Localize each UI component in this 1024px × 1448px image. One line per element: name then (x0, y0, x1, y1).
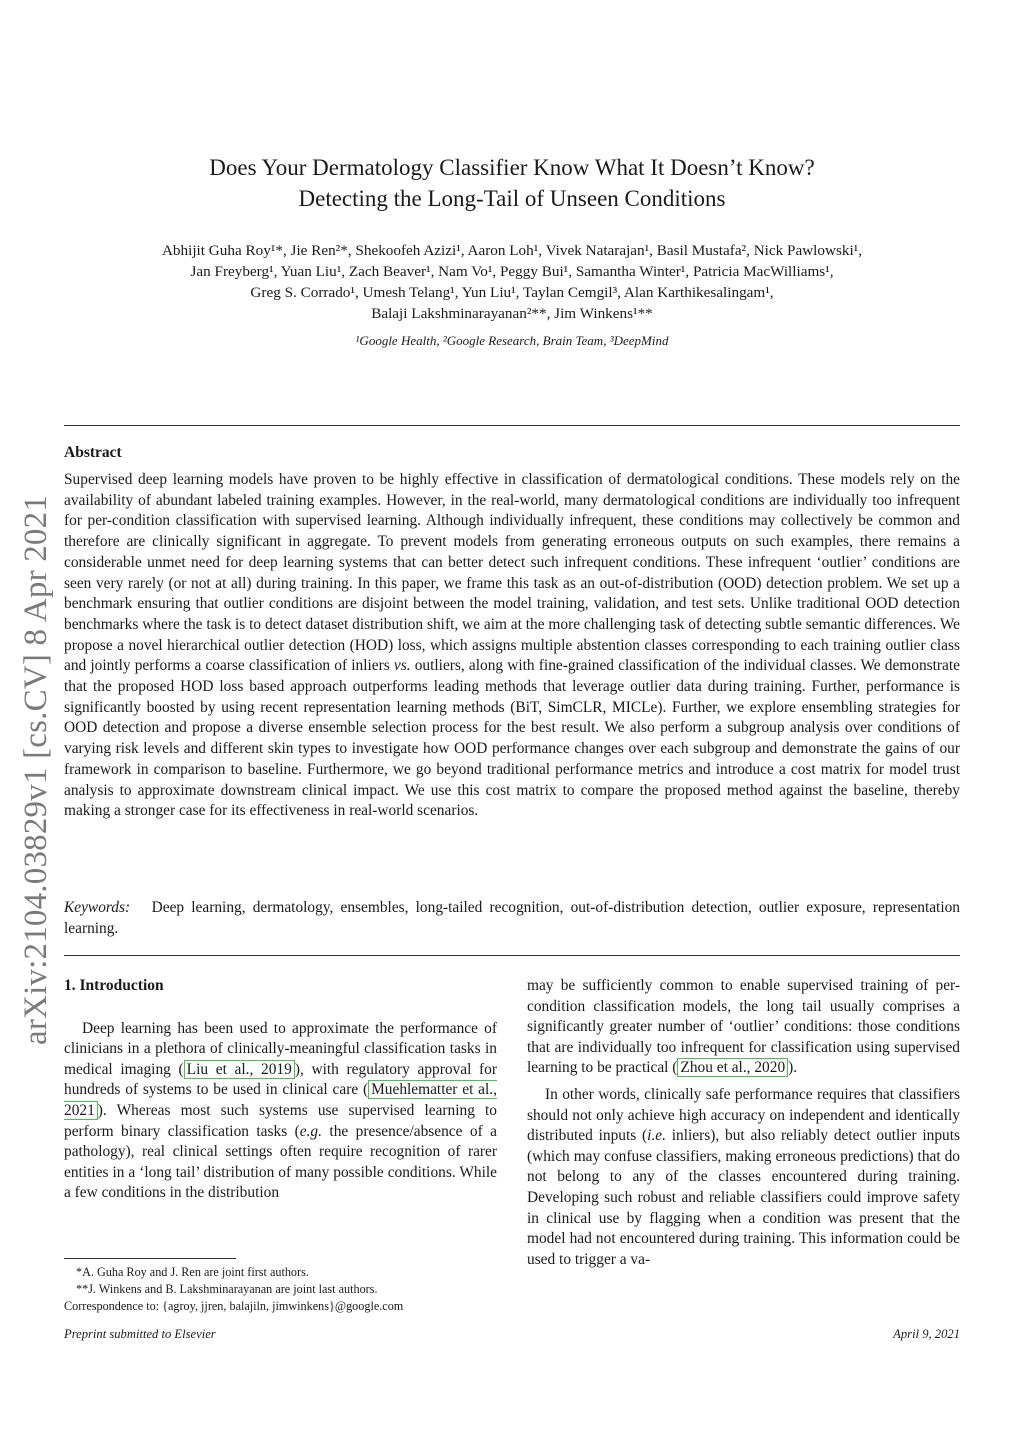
intro-text: may be sufficiently common to enable supervised training of per-condition classification models, the long tail usually comprises a significantly greater number of ‘outlier’ conditions: those conditions that are individually too infrequent for classification using supervised learning to be practical ( (527, 977, 960, 1077)
keywords (64, 898, 960, 939)
abstract-bottom-rule (64, 955, 960, 956)
footnote-rule (64, 1258, 236, 1259)
intro-text: the presence/absence of a pathology), real clinical settings often require recognition of rarer entities in a ‘long tail’ distribution of many possible conditions. While a few conditions in the distribution (64, 1122, 497, 1202)
author-line-3: Greg S. Corrado¹, Umesh Telang¹, Yun Liu¹, Taylan Cemgil³, Alan Karthikesalingam¹, (250, 284, 774, 301)
abstract-text-part-1: Supervised deep learning models have proven to be highly effective in classification of dermatological conditions. These models rely on the availability of abundant labeled training examples. However, in the real-world, many dermatological conditions are individually too infrequent for per-condition classification with supervised learning. Although individually infrequent, these conditions may collectively be common and therefore are clinically significant in aggregate. To prevent models from generating erroneous outputs on such examples, there remains a considerable unmet need for deep learning systems that can better detect such infrequent conditions. These infrequent ‘outlier’ conditions are seen very rarely (or not at all) during training. In this paper, we frame this task as an out-of-distribution (OOD) detection problem. We set up a benchmark ensuring that outlier conditions are disjoint between the model training, validation, and test sets. Unlike traditional OOD detection benchmarks where the task is to detect dataset distribution shift, we aim at the more challenging task of detecting subtle semantic differences. We propose a novel hierarchical outlier detection (HOD) loss, which assigns multiple abstention classes corresponding to each training outlier class and jointly performs a coarse classification of inliers (64, 471, 960, 675)
author-line-1: Abhijit Guha Roy¹*, Jie Ren²*, Shekoofeh Azizi¹, Aaron Loh¹, Vivek Natarajan¹, Basil Mustafa², Nick Pawlowski¹, (161, 242, 863, 259)
affiliations: ¹Google Health, ²Google Research, Brain Team, ³DeepMind (355, 333, 669, 348)
intro-paragraph-2 (527, 1085, 960, 1270)
citation-link[interactable]: Liu et al., 2019 (184, 1060, 295, 1079)
intro-ie: i.e. (647, 1127, 666, 1145)
author-line-4: Balaji Lakshminarayanan²**, Jim Winkens¹** (371, 305, 653, 322)
intro-paragraph-1 (64, 1019, 497, 1204)
author-list (60, 240, 964, 351)
footnote-2: **J. Winkens and B. Lakshminarayanan are joint last authors. (76, 1282, 378, 1296)
intro-text: Deep learning has been used to approximate the performance of clinicians in a plethora of clinically-meaningful classification tasks in medical imaging ( (64, 1019, 497, 1078)
arxiv-stamp: arXiv:2104.03829v1 [cs.CV] 8 Apr 2021 (18, 494, 54, 1045)
citation-link[interactable]: Zhou et al., 2020 (677, 1058, 788, 1077)
intro-text: In other words, clinically safe performance requires that classifiers should not only achieve high accuracy on independent and identically distributed inputs ( (527, 1085, 960, 1145)
correspondence-footnote: Correspondence to: {agroy, jjren, balajiln, jimwinkens}@google.com (64, 1299, 404, 1313)
intro-paragraph-1-continued (527, 976, 960, 1079)
footnotes (64, 1264, 504, 1315)
footer-date: April 9, 2021 (893, 1327, 960, 1341)
abstract-heading: Abstract (64, 444, 122, 461)
author-line-2: Jan Freyberg¹, Yuan Liu¹, Zach Beaver¹, Nam Vo¹, Peggy Bui¹, Samantha Winter¹, Patricia MacWilliams¹, (190, 263, 834, 280)
abstract-vs: vs. (393, 657, 411, 675)
keywords-label: Keywords: (64, 899, 131, 916)
abstract-top-rule (64, 425, 960, 426)
intro-text: inliers), but also reliably detect outlier inputs (which may confuse classifiers, making erroneous predictions) that do not belong to any of the classes encountered during training. Developing such robust and reliable classifiers could improve safety in clinical use by flagging when a condition was present that the model had not encountered during training. This information could be used to trigger a va- (527, 1127, 960, 1268)
intro-eg: e.g. (299, 1122, 322, 1140)
footer-preprint-note: Preprint submitted to Elsevier (64, 1327, 216, 1341)
keywords-text: Deep learning, dermatology, ensembles, long-tailed recognition, out-of-distribution detection, outlier exposure, representation learning. (64, 899, 960, 937)
citation-link[interactable]: Muehlematter et al., 2021 (64, 1081, 497, 1119)
right-column (527, 976, 960, 1270)
abstract-text-part-2: outliers, along with fine-grained classification of the individual classes. We demonstrate that the proposed HOD loss based approach outperforms leading methods that leverage outlier data during training. Further, performance is significantly boosted by using recent representation learning methods (BiT, SimCLR, MICLe). Further, we explore ensembling strategies for OOD detection and propose a diverse ensemble selection process for the best result. We also perform a subgroup analysis over conditions of varying risk levels and different skin types to investigate how OOD performance changes over each subgroup and demonstrate the gains of our framework in comparison to baseline. Furthermore, we go beyond traditional performance metrics and introduce a cost matrix for model trust analysis to approximate downstream clinical impact. We use this cost matrix to compare the proposed method against the baseline, thereby making a stronger case for its effectiveness in real-world scenarios. (64, 657, 961, 820)
intro-text: ), with regulatory approval for hundreds of systems to be used in clinical care ( (64, 1060, 497, 1099)
abstract-body (64, 470, 960, 822)
footnote-1: *A. Guha Roy and J. Ren are joint first authors. (76, 1265, 309, 1279)
intro-text: ). (788, 1059, 798, 1077)
intro-text: ). Whereas most such systems use supervised learning to perform binary classification tasks ( (64, 1101, 497, 1140)
section-heading-introduction: 1. Introduction (64, 977, 164, 994)
paper-title (100, 152, 924, 214)
title-line-1: Does Your Dermatology Classifier Know What It Doesn’t Know? (209, 155, 815, 180)
title-line-2: Detecting the Long-Tail of Unseen Conditions (298, 186, 726, 211)
left-column (64, 976, 497, 1204)
